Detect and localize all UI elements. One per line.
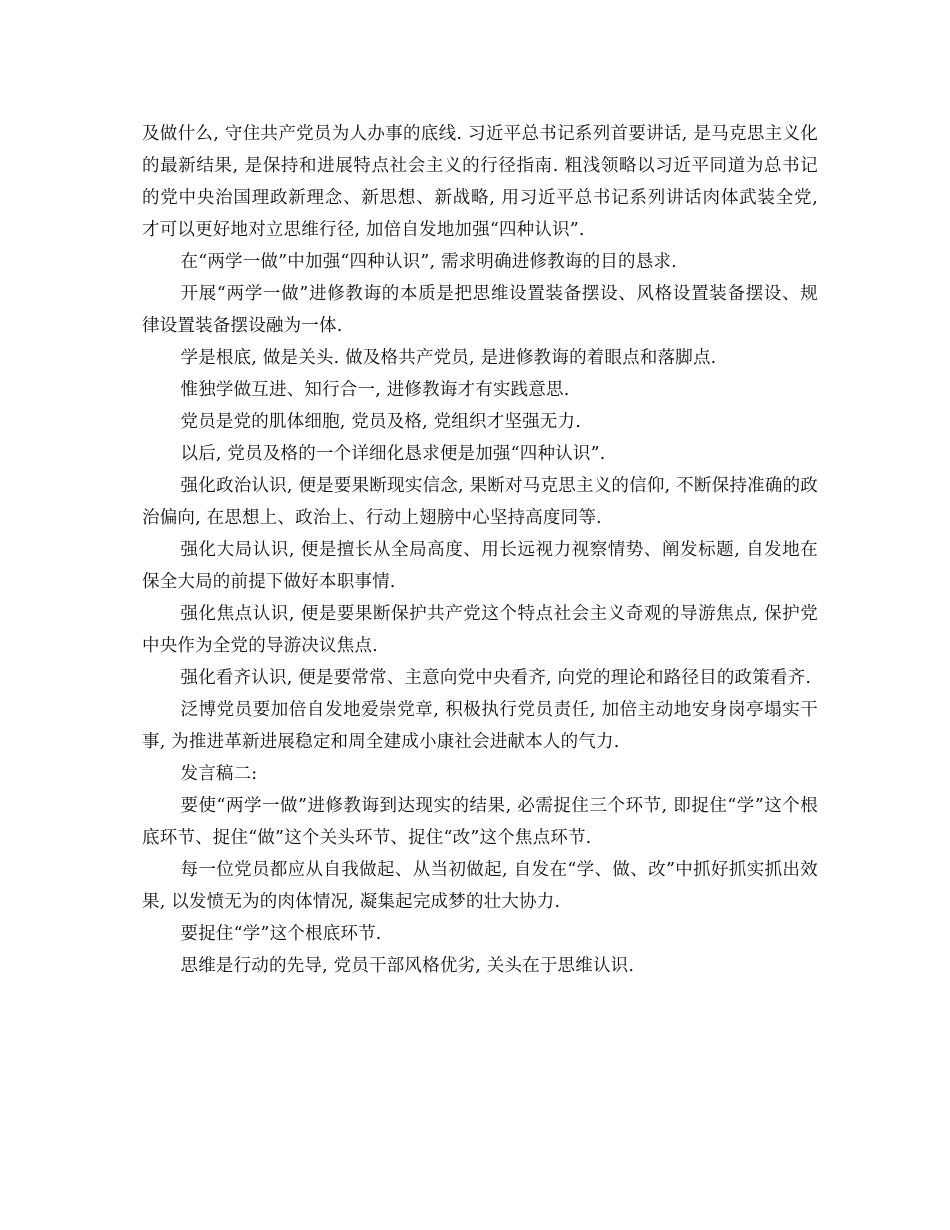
paragraph: 泛博党员要加倍自发地爱崇党章, 积极执行党员责任, 加倍主动地安身岗亭塌实干事, 为推进革新进展稳定和周全建成小康社会进献本人的气力. — [142, 700, 818, 752]
paragraph: 强化看齐认识, 便是要常常、主意向党中央看齐, 向党的理论和路径目的政策看齐. — [180, 668, 812, 688]
paragraph: 要使“两学一做”进修教诲到达现实的结果, 必需捉住三个环节, 即捉住“学”这个根底环节、捉住“做”这个关头环节、捉住“改”这个焦点环节. — [142, 796, 818, 848]
paragraph: 每一位党员都应从自我做起、从当初做起, 自发在“学、做、改”中抓好抓实抓出效果, 以发愤无为的肉体情况, 凝集起完成梦的壮大协力. — [142, 860, 818, 912]
paragraph: 思维是行动的先导, 党员干部风格优劣, 关头在于思维认识. — [180, 956, 635, 976]
paragraph: 以后, 党员及格的一个详细化恳求便是加强“四种认识”. — [180, 444, 606, 464]
paragraph: 要捉住“学”这个根底环节. — [180, 924, 382, 944]
paragraph: 学是根底, 做是关头. 做及格共产党员, 是进修教诲的着眼点和落脚点. — [180, 348, 717, 368]
paragraph: 强化大局认识, 便是擅长从全局高度、用长远视力视察情势、阐发标题, 自发地在保全大局的前提下做好本职事情. — [142, 540, 818, 592]
paragraph: 党员是党的肌体细胞, 党员及格, 党组织才坚强无力. — [180, 412, 582, 432]
paragraph: 在“两学一做”中加强“四种认识”, 需求明确进修教诲的目的恳求. — [180, 252, 677, 272]
paragraph: 强化政治认识, 便是要果断现实信念, 果断对马克思主义的信仰, 不断保持准确的政治偏向, 在思想上、政治上、行动上翅膀中心坚持高度同等. — [142, 476, 818, 528]
paragraph: 及做什么, 守住共产党员为人办事的底线. 习近平总书记系列首要讲话, 是马克思主义化的最新结果, 是保持和进展特点社会主义的行径指南. 粗浅领略以习近平同道为总书记的党中央治国理政新理念、新思想、新战略, 用习近平总书记系列讲话肉体武装全党, 才可以更好地对立思维行径, 加倍自发地加强“四种认识”. — [142, 124, 818, 240]
document-body — [142, 118, 818, 982]
section-heading: 发言稿二: — [180, 764, 258, 784]
paragraph: 惟独学做互进、知行合一, 进修教诲才有实践意思. — [180, 380, 570, 400]
paragraph: 开展“两学一做”进修教诲的本质是把思维设置装备摆设、风格设置装备摆设、规律设置装备摆设融为一体. — [142, 284, 818, 336]
paragraph: 强化焦点认识, 便是要果断保护共产党这个特点社会主义奇观的导游焦点, 保护党中央作为全党的导游决议焦点. — [142, 604, 818, 656]
